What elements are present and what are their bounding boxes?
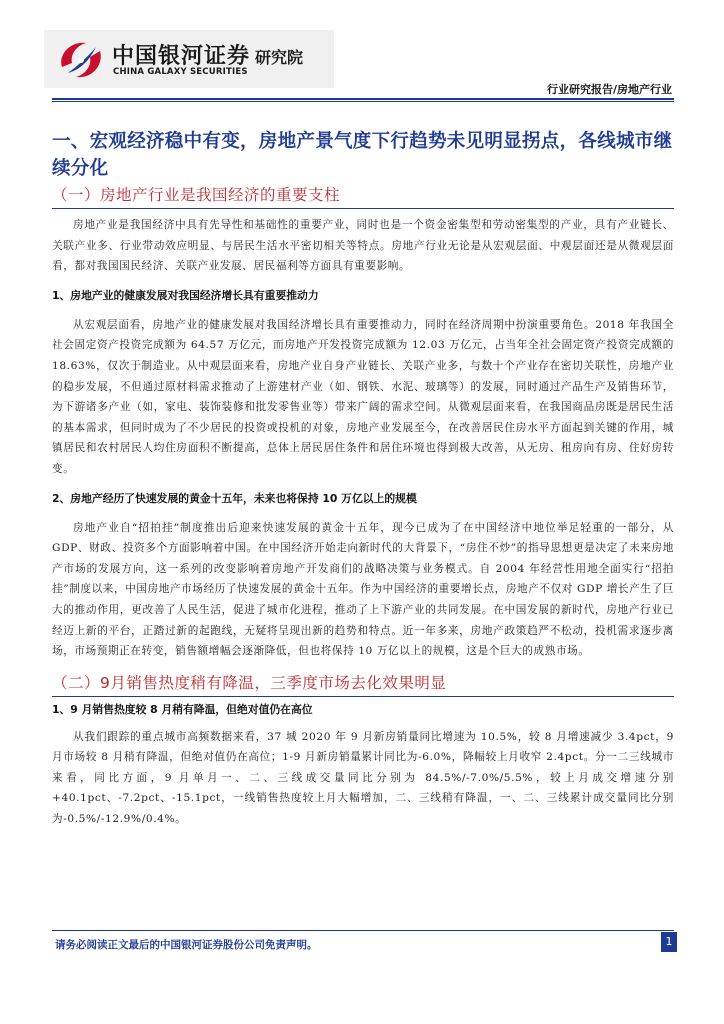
subsection-title: 房地产行业是我国经济的重要支柱 [100, 186, 341, 204]
header-rule [52, 98, 674, 100]
subsection-title: 月销售热度稍有降温，三季度市场去化效果明显 [110, 673, 447, 692]
item-heading: 1、房地产业的健康发展对我国经济增长具有重要推动力 [52, 288, 319, 302]
intro-paragraph: 房地产业是我国经济中具有先导性和基础性的重要产业，同时也是一个资金密集型和劳动密集型的产业，具有产业链长、关联产业多、行业带动效应明显、与居民生活水平密切相关等特点。房地产行业无论是从宏观层面、中观层面还是从微观层面看，都对我国国民经济、关联产业发展、居民福利等方面具有重要影响。 [52, 219, 674, 273]
logo-chinese-name: 中国银河证券 [112, 44, 251, 69]
section-title: 一、宏观经济稳中有变，房地产景气度下行趋势未见明显拐点，各线城市继续分化 [52, 131, 673, 179]
body-paragraph: 从宏观层面看，房地产业的健康发展对我国经济增长具有重要推动力，同时在经济周期中扮演重要角色。2018 年我国全社会固定资产投资完成额为 64.57 万亿元，而房地产开发投资完成额为 12.03 万亿元，占当年全社会固定资产投资完成额的 18.63%，仅次于制造业。从中观层面来看，房地产业自身产业链长、关联产业多，与数十个产业存在密切关联性，房地产业的稳步发展，不但通过原材料需求推动了上游建材产业（如、钢铁、水泥、玻璃等）的发展，同时通过产品生产及销售环节，为下游诸多产业（如，家电、装饰装修和批发零售业等）带来广阔的需求空间。从微观层面来看，在我国商品房既是居民生活的基本需求，但同时成为了不少居民的投资或投机的对象，房地产业发展至今，在改善居民住房水平方面起到关键的作用，城镇居民和农村居民人均住房面积不断提高，总体上居民居住条件和居住环境也得到极大改善，从无房、租房向有房、住好房转变。 [52, 318, 674, 475]
item-heading: 1、9 月销售热度较 8 月稍有降温，但绝对值仍在高位 [52, 702, 313, 716]
galaxy-logo-icon [56, 37, 106, 83]
page-number: 1 [661, 932, 677, 952]
disclaimer-note: 请务必阅读正文最后的中国银河证券股份公司免责声明。 [55, 939, 318, 951]
page-header [0, 0, 724, 100]
body-paragraph: 房地产业自“招拍挂”制度推出后迎来快速发展的黄金十五年，现今已成为了在中国经济中地位举足轻重的一部分，从 GDP、财政、投资多个方面影响着中国。在中国经济开始走向新时代的大背景下，“房住不炒”的指导思想更是决定了未来房地产市场的发展方向，这一系列的改变影响着房地产开发商们的战略决策与业务模式。自 2004 年经营性用地全面实行“招拍挂”制度以来，中国房地产市场经历了快速发展的黄金十五年。作为中国经济的重要增长点，房地产不仅对 GDP 增长产生了巨大的推动作用，更改善了人民生活，促进了城市化进程，推动了上下游产业的共同发展。在中国发展的新时代，房地产行业已经迈上新的平台，正踏过新的起跑线，无疑将呈现出新的趋势和特点。近一年多来，房地产政策趋严不松动，投机需求逐步离场，市场预期正在转变，销售额增幅会逐渐降低，但也将保持 10 万亿以上的规模，这是个巨大的成熟市场。 [52, 521, 674, 658]
subsection-heading-2 [52, 672, 674, 697]
subsection-heading-1 [52, 184, 674, 209]
subsection-number: （二）9 [52, 673, 111, 692]
item-heading: 2、房地产经历了快速发展的黄金十五年，未来也将保持 10 万亿以上的规模 [52, 491, 417, 505]
logo-english-name: CHINA GALAXY SECURITIES [113, 67, 248, 77]
report-type-label: 行业研究报告/房地产行业 [546, 83, 672, 96]
header-rule-thin [52, 101, 674, 102]
body-paragraph: 从我们跟踪的重点城市高频数据来看，37 城 2020 年 9 月新房销量同比增速为 10.5%，较 8 月增速减少 3.4pct，9 月市场较 8 月稍有降温，但绝对值仍在高位；1-9 月新房销量累计同比为-6.0%，降幅较上月收窄 2.4pct。分一二三线城市来看，同比方面，9 月单月一、二、三线成交量同比分别为 84.5%/-7.0%/5.5%，较上月成交增速分别+40.1pct、-7.2pct、-15.1pct，一线销售热度较上月大幅增加，二、三线稍有降温，一、二、三线累计成交量同比分别为-0.5%/-12.9%/0.4%。 [52, 730, 674, 826]
footer-rule [52, 930, 674, 931]
main-content [52, 128, 674, 830]
institute-label: 研究院 [255, 48, 304, 67]
subsection-number: （一） [52, 186, 101, 204]
